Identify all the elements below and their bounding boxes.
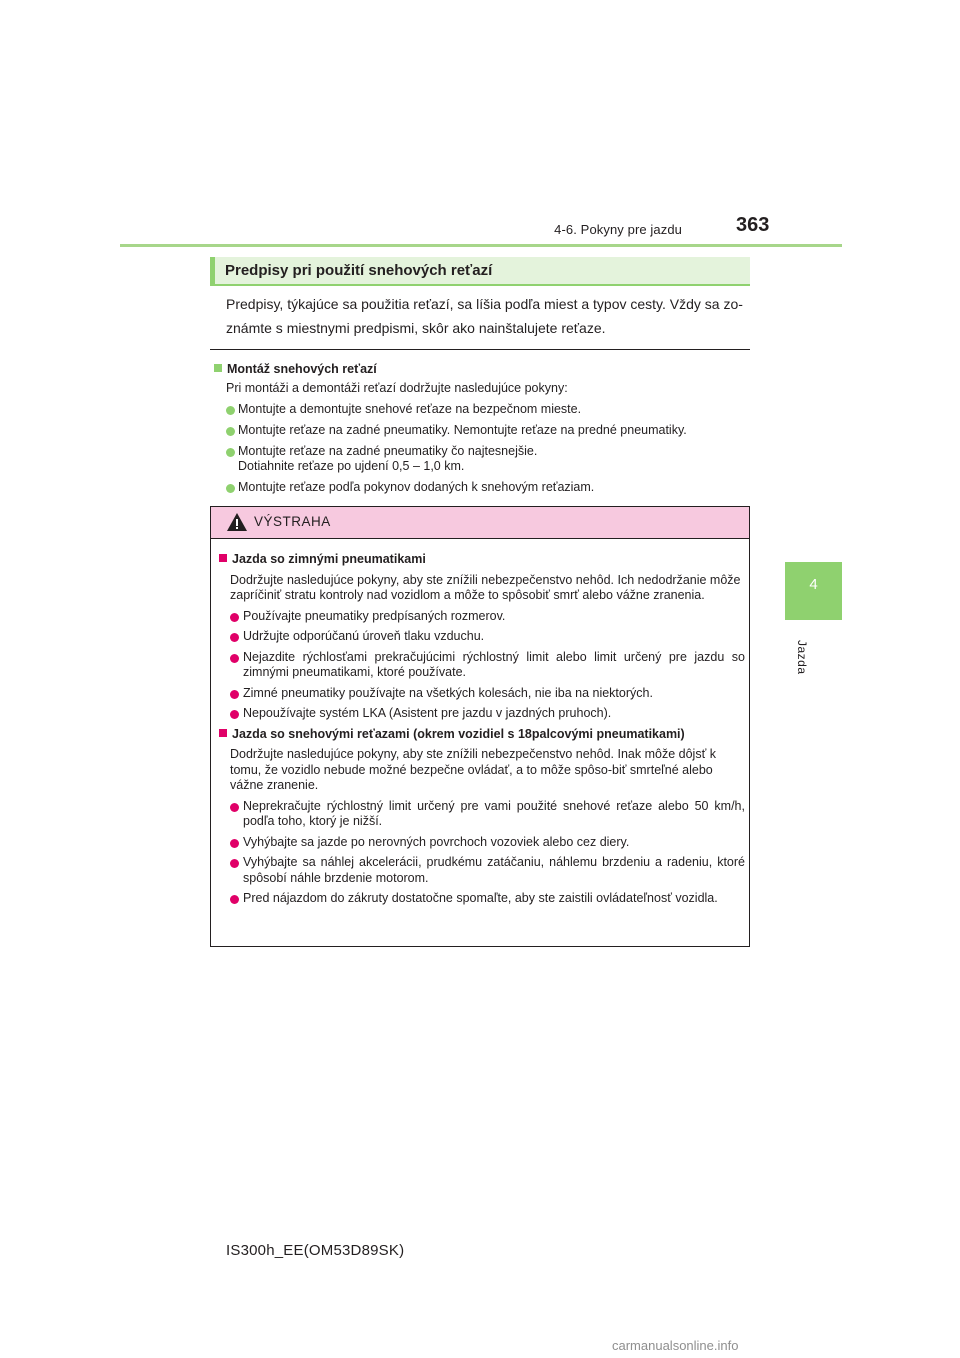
list-item: Pred nájazdom do zákruty dostatočne spomaľte, aby ste zaistili ovládateľnosť vozidla. [230,891,745,907]
warning-subheading: Jazda so snehovými reťazami (okrem vozidiel s 18palcovými pneumatikami) [219,727,745,743]
list-item: Nejazdite rýchlosťami prekračujúcimi rýchlostný limit alebo limit určený pre jazdu so zimnými pneumatikami, ktoré používate. [230,650,745,681]
square-bullet-icon [219,554,227,562]
warning-list [219,609,745,722]
bullet-dot-icon [226,427,235,436]
list-item: Vyhýbajte sa jazde po nerovných povrchoch vozoviek alebo cez diery. [230,835,745,851]
warning-header [211,507,749,539]
mounting-list [226,402,746,501]
bullet-dot-icon [230,710,239,719]
bullet-dot-icon [226,406,235,415]
bullet-dot-icon [226,484,235,493]
bullet-dot-icon [230,895,239,904]
list-item: Udržujte odporúčanú úroveň tlaku vzduchu. [230,629,745,645]
bullet-dot-icon [230,633,239,642]
square-bullet-icon [219,729,227,737]
list-item: Vyhýbajte sa náhlej akcelerácii, prudkému zatáčaniu, náhlemu brzdeniu a radeniu, ktoré spôsobí náhle brzdenie motorom. [230,855,745,886]
square-bullet-icon [214,364,222,372]
bullet-dot-icon [230,839,239,848]
warning-triangle-icon [226,512,248,532]
mounting-title: Montáž snehových reťazí [227,362,377,376]
page-number: 363 [736,214,770,236]
bullet-dot-icon [230,654,239,663]
chapter-section-title: 4-6. Pokyny pre jazdu [554,222,682,237]
mounting-heading [214,362,377,376]
list-item: Montujte reťaze podľa pokynov dodaných k snehovým reťaziam. [226,480,746,495]
section-heading: Predpisy pri použití snehových reťazí [210,257,750,286]
list-item: Nepoužívajte systém LKA (Asistent pre jazdu v jazdných pruhoch). [230,706,745,722]
list-item: Montujte reťaze na zadné pneumatiky. Nemontujte reťaze na predné pneumatiky. [226,423,746,438]
mounting-intro: Pri montáži a demontáži reťazí dodržujte nasledujúce pokyny: [226,381,568,395]
list-item: Zimné pneumatiky používajte na všetkých kolesách, nie iba na niektorých. [230,686,745,702]
bullet-dot-icon [230,859,239,868]
watermark: carmanualsonline.info [612,1338,739,1353]
bullet-dot-icon [226,448,235,457]
document-code: IS300h_EE(OM53D89SK) [226,1242,405,1259]
bullet-dot-icon [230,613,239,622]
warning-list [219,799,745,907]
warning-body [219,552,745,912]
warning-paragraph: Dodržujte nasledujúce pokyny, aby ste znížili nebezpečenstvo nehôd. Inak môže dôjsť k tomu, že vozidlo nebude možné bezpečne ovládať, a to môže spôso-biť smrteľné alebo vážne zranenie. [230,747,716,792]
section-intro: Predpisy, týkajúce sa použitia reťazí, sa líšia podľa miest a typov cesty. Vždy sa zo-známte s miestnymi predpismi, skôr ako nainštalujete reťaze. [226,296,743,336]
warning-paragraph: Dodržujte nasledujúce pokyny, aby ste znížili nebezpečenstvo nehôd. Ich nedodržanie môže zapríčiniť stratu kontroly nad vozidlom a môže to spôsobiť smrť alebo vážne zranenia. [230,572,741,602]
chapter-tab-label: Jazda [795,640,809,675]
header-rule [120,244,842,247]
bullet-dot-icon [230,690,239,699]
chapter-tab-number: 4 [809,576,818,593]
bullet-dot-icon [230,803,239,812]
warning-box [210,506,750,947]
divider [210,349,750,350]
warning-subheading: Jazda so zimnými pneumatikami [219,552,745,568]
list-item: Neprekračujte rýchlostný limit určený pre vami použité snehové reťaze alebo 50 km/h, podľa toho, ktorý je nižší. [230,799,745,830]
list-item: Používajte pneumatiky predpísaných rozmerov. [230,609,745,625]
list-item: Montujte reťaze na zadné pneumatiky čo najtesnejšie. Dotiahnite reťaze po ujdení 0,5 – 1,0 km. [226,444,746,474]
list-item: Montujte a demontujte snehové reťaze na bezpečnom mieste. [226,402,746,417]
warning-title: VÝSTRAHA [254,514,331,529]
